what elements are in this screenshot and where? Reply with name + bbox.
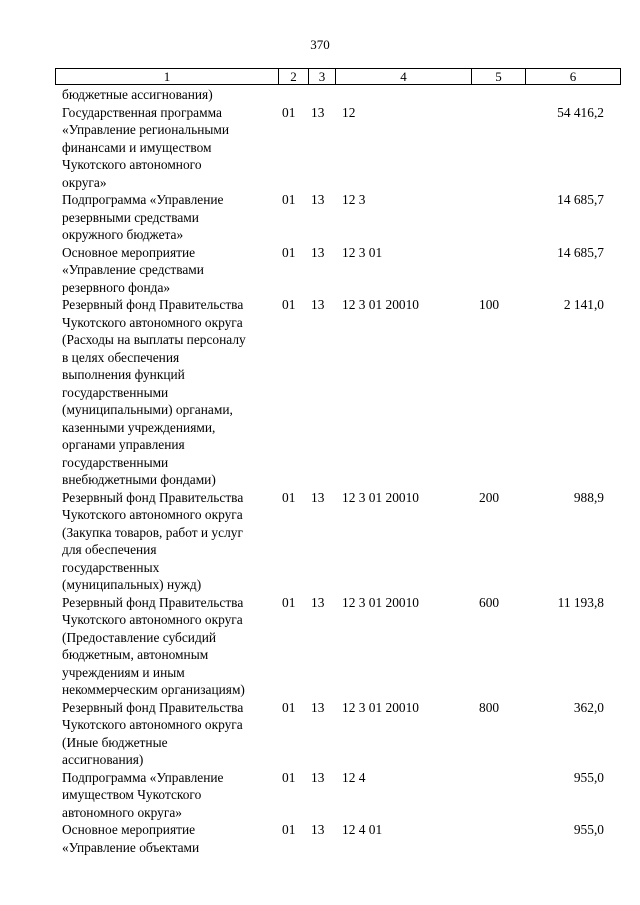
table-row xyxy=(62,244,612,297)
description-line: резервными средствами xyxy=(62,209,199,225)
header-col-1: 1 xyxy=(56,69,279,84)
target-item-code: 12 4 xyxy=(342,769,366,785)
description-line: финансами и имуществом xyxy=(62,139,212,155)
section-code: 01 xyxy=(282,489,296,505)
table-body xyxy=(62,86,612,856)
subsection-code: 13 xyxy=(311,822,325,837)
description-line: Чукотского автономного округа xyxy=(62,612,243,627)
description-line: выполнения функций xyxy=(62,367,185,382)
row-description xyxy=(62,86,272,104)
description-line: в целях обеспечения xyxy=(62,349,180,365)
description-line: Чукотского автономного округа xyxy=(62,314,243,330)
description-line: Подпрограмма «Управление xyxy=(62,769,224,785)
row-description xyxy=(62,821,272,856)
description-line: (Предоставление субсидий xyxy=(62,629,217,645)
description-line: Основное мероприятие xyxy=(62,244,196,260)
description-line: Государственная программа xyxy=(62,104,222,120)
description-line: органами управления xyxy=(62,437,185,452)
description-line: Чукотского автономного округа xyxy=(62,717,243,732)
table-row xyxy=(62,86,612,104)
section-code: 01 xyxy=(282,594,296,610)
amount: 955,0 xyxy=(573,769,604,785)
description-line: Резервный фонд Правительства xyxy=(62,699,244,715)
description-line: государственными xyxy=(62,454,169,470)
section-code: 01 xyxy=(282,104,296,120)
table-row xyxy=(62,489,612,594)
description-line: «Управление региональными xyxy=(62,122,230,137)
amount: 2 141,0 xyxy=(563,297,604,312)
description-line: Резервный фонд Правительства xyxy=(62,594,244,610)
description-line: для обеспечения xyxy=(62,542,157,557)
section-code: 01 xyxy=(282,699,296,715)
header-col-2: 2 xyxy=(279,69,309,84)
target-item-code: 12 xyxy=(342,104,356,120)
expense-type-code: 800 xyxy=(479,699,500,715)
amount: 14 685,7 xyxy=(557,192,604,207)
description-line: Чукотского автономного xyxy=(62,157,202,172)
expense-type-code: 600 xyxy=(479,594,500,610)
description-line: (Иные бюджетные xyxy=(62,734,168,750)
amount: 54 416,2 xyxy=(557,104,604,120)
description-line: (муниципальными) органами, xyxy=(62,402,233,417)
header-col-4: 4 xyxy=(336,69,472,84)
target-item-code: 12 3 01 20010 xyxy=(342,594,419,610)
description-line: учреждениям и иным xyxy=(62,664,185,680)
description-line: имуществом Чукотского xyxy=(62,787,202,802)
description-line: некоммерческим организациям) xyxy=(62,682,245,697)
description-line: бюджетным, автономным xyxy=(62,647,209,662)
description-line: Основное мероприятие xyxy=(62,822,196,837)
description-line: внебюджетными фондами) xyxy=(62,472,216,487)
expense-type-code: 200 xyxy=(479,489,500,505)
description-line: (Закупка товаров, работ и услуг xyxy=(62,524,243,540)
description-line: Подпрограмма «Управление xyxy=(62,192,224,207)
section-code: 01 xyxy=(282,769,296,785)
target-item-code: 12 4 01 xyxy=(342,822,383,837)
section-code: 01 xyxy=(282,297,296,312)
expense-type-code: 100 xyxy=(479,297,500,312)
table-row xyxy=(62,104,612,192)
table-row xyxy=(62,699,612,769)
table-row xyxy=(62,769,612,822)
amount: 955,0 xyxy=(573,822,604,837)
header-col-5: 5 xyxy=(472,69,526,84)
amount: 11 193,8 xyxy=(557,594,604,610)
row-description xyxy=(62,104,272,192)
row-description xyxy=(62,489,272,594)
section-code: 01 xyxy=(282,192,296,207)
header-col-6: 6 xyxy=(569,69,577,84)
amount: 988,9 xyxy=(573,489,604,505)
description-line: округа» xyxy=(62,174,107,190)
description-line: Чукотского автономного округа xyxy=(62,507,243,522)
table-row xyxy=(62,191,612,244)
subsection-code: 13 xyxy=(311,192,325,207)
subsection-code: 13 xyxy=(311,594,325,610)
subsection-code: 13 xyxy=(311,699,325,715)
page-number: 370 xyxy=(310,37,330,52)
amount: 14 685,7 xyxy=(557,244,604,260)
description-line: бюджетные ассигнования) xyxy=(62,87,213,102)
description-line: государственными xyxy=(62,384,169,400)
subsection-code: 13 xyxy=(311,769,325,785)
row-description xyxy=(62,699,272,769)
description-line: резервного фонда» xyxy=(62,279,171,295)
table-header xyxy=(55,68,621,85)
description-line: Резервный фонд Правительства xyxy=(62,297,244,312)
target-item-code: 12 3 xyxy=(342,192,366,207)
header-col-3: 3 xyxy=(309,69,336,84)
description-line: казенными учреждениями, xyxy=(62,419,216,435)
section-code: 01 xyxy=(282,822,296,837)
description-line: (муниципальных) нужд) xyxy=(62,577,202,592)
section-code: 01 xyxy=(282,244,296,260)
subsection-code: 13 xyxy=(311,244,325,260)
target-item-code: 12 3 01 20010 xyxy=(342,699,419,715)
row-description xyxy=(62,191,272,244)
target-item-code: 12 3 01 xyxy=(342,244,383,260)
amount: 362,0 xyxy=(573,699,604,715)
target-item-code: 12 3 01 20010 xyxy=(342,489,419,505)
description-line: государственных xyxy=(62,559,160,575)
description-line: ассигнования) xyxy=(62,752,144,767)
description-line: (Расходы на выплаты персоналу xyxy=(62,332,246,347)
subsection-code: 13 xyxy=(311,104,325,120)
table-row xyxy=(62,296,612,489)
target-item-code: 12 3 01 20010 xyxy=(342,297,419,312)
row-description xyxy=(62,594,272,699)
description-line: «Управление объектами xyxy=(62,839,200,855)
table-row xyxy=(62,594,612,699)
description-line: автономного округа» xyxy=(62,804,182,820)
row-description xyxy=(62,296,272,489)
table-row xyxy=(62,821,612,856)
description-line: окружного бюджета» xyxy=(62,227,184,242)
description-line: «Управление средствами xyxy=(62,262,204,277)
row-description xyxy=(62,769,272,822)
description-line: Резервный фонд Правительства xyxy=(62,489,244,505)
subsection-code: 13 xyxy=(311,297,325,312)
row-description xyxy=(62,244,272,297)
subsection-code: 13 xyxy=(311,489,325,505)
